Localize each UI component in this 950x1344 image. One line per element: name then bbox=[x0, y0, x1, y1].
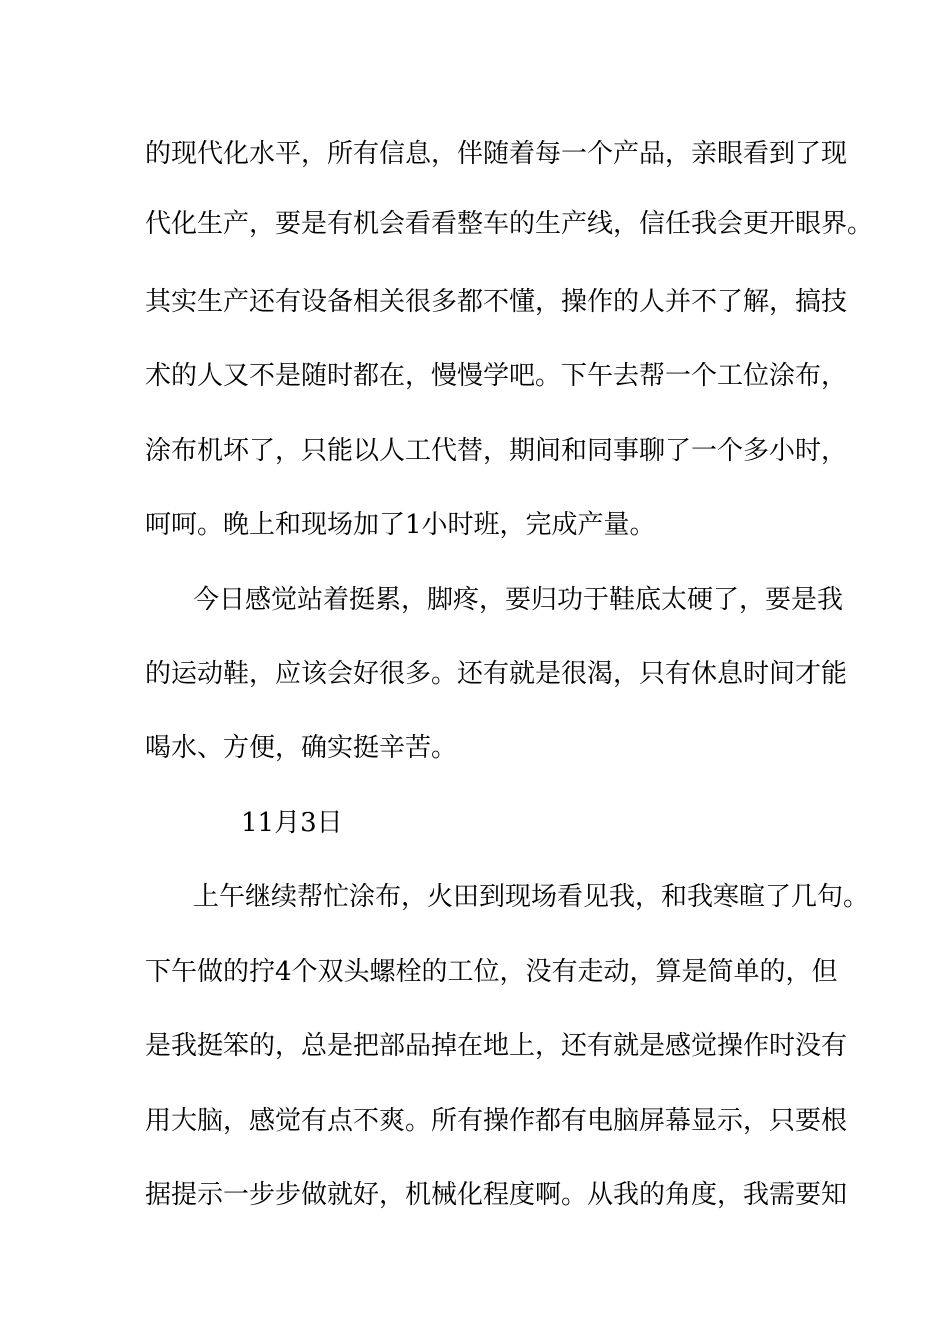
paragraph-line: 喝水、方便，确实挺辛苦。 bbox=[145, 733, 458, 763]
date-heading: 11月3日 bbox=[241, 808, 343, 838]
paragraph-line: 术的人又不是随时都在，慢慢学吧。下午去帮一个工位涂布， bbox=[145, 361, 848, 391]
paragraph-line: 用大脑，感觉有点不爽。所有操作都有电脑屏幕显示，只要根 bbox=[145, 1106, 848, 1136]
paragraph-line: 涂布机坏了，只能以人工代替，期间和同事聊了一个多小时， bbox=[145, 436, 848, 466]
paragraph-line: 是我挺笨的，总是把部品掉在地上，还有就是感觉操作时没有 bbox=[145, 1031, 848, 1061]
paragraph-line-indented: 今日感觉站着挺累，脚疼，要归功于鞋底太硬了，要是我 bbox=[193, 585, 844, 615]
paragraph-line: 下午做的拧4个双头螺栓的工位，没有走动，算是简单的，但 bbox=[145, 957, 838, 987]
paragraph-line: 的现代化水平，所有信息，伴随着每一个产品，亲眼看到了现 bbox=[145, 139, 848, 169]
paragraph-line: 呵呵。晚上和现场加了1小时班，完成产量。 bbox=[145, 510, 656, 540]
paragraph-line: 其实生产还有设备相关很多都不懂，操作的人并不了解，搞技 bbox=[145, 287, 848, 317]
paragraph-line: 代化生产，要是有机会看看整车的生产线，信任我会更开眼界。 bbox=[145, 209, 874, 239]
paragraph-line: 据提示一步步做就好，机械化程度啊。从我的角度，我需要知 bbox=[145, 1180, 848, 1210]
paragraph-line-indented: 上午继续帮忙涂布，火田到现场看见我，和我寒暄了几句。 bbox=[193, 882, 870, 912]
paragraph-line: 的运动鞋，应该会好很多。还有就是很渴，只有休息时间才能 bbox=[145, 659, 848, 689]
